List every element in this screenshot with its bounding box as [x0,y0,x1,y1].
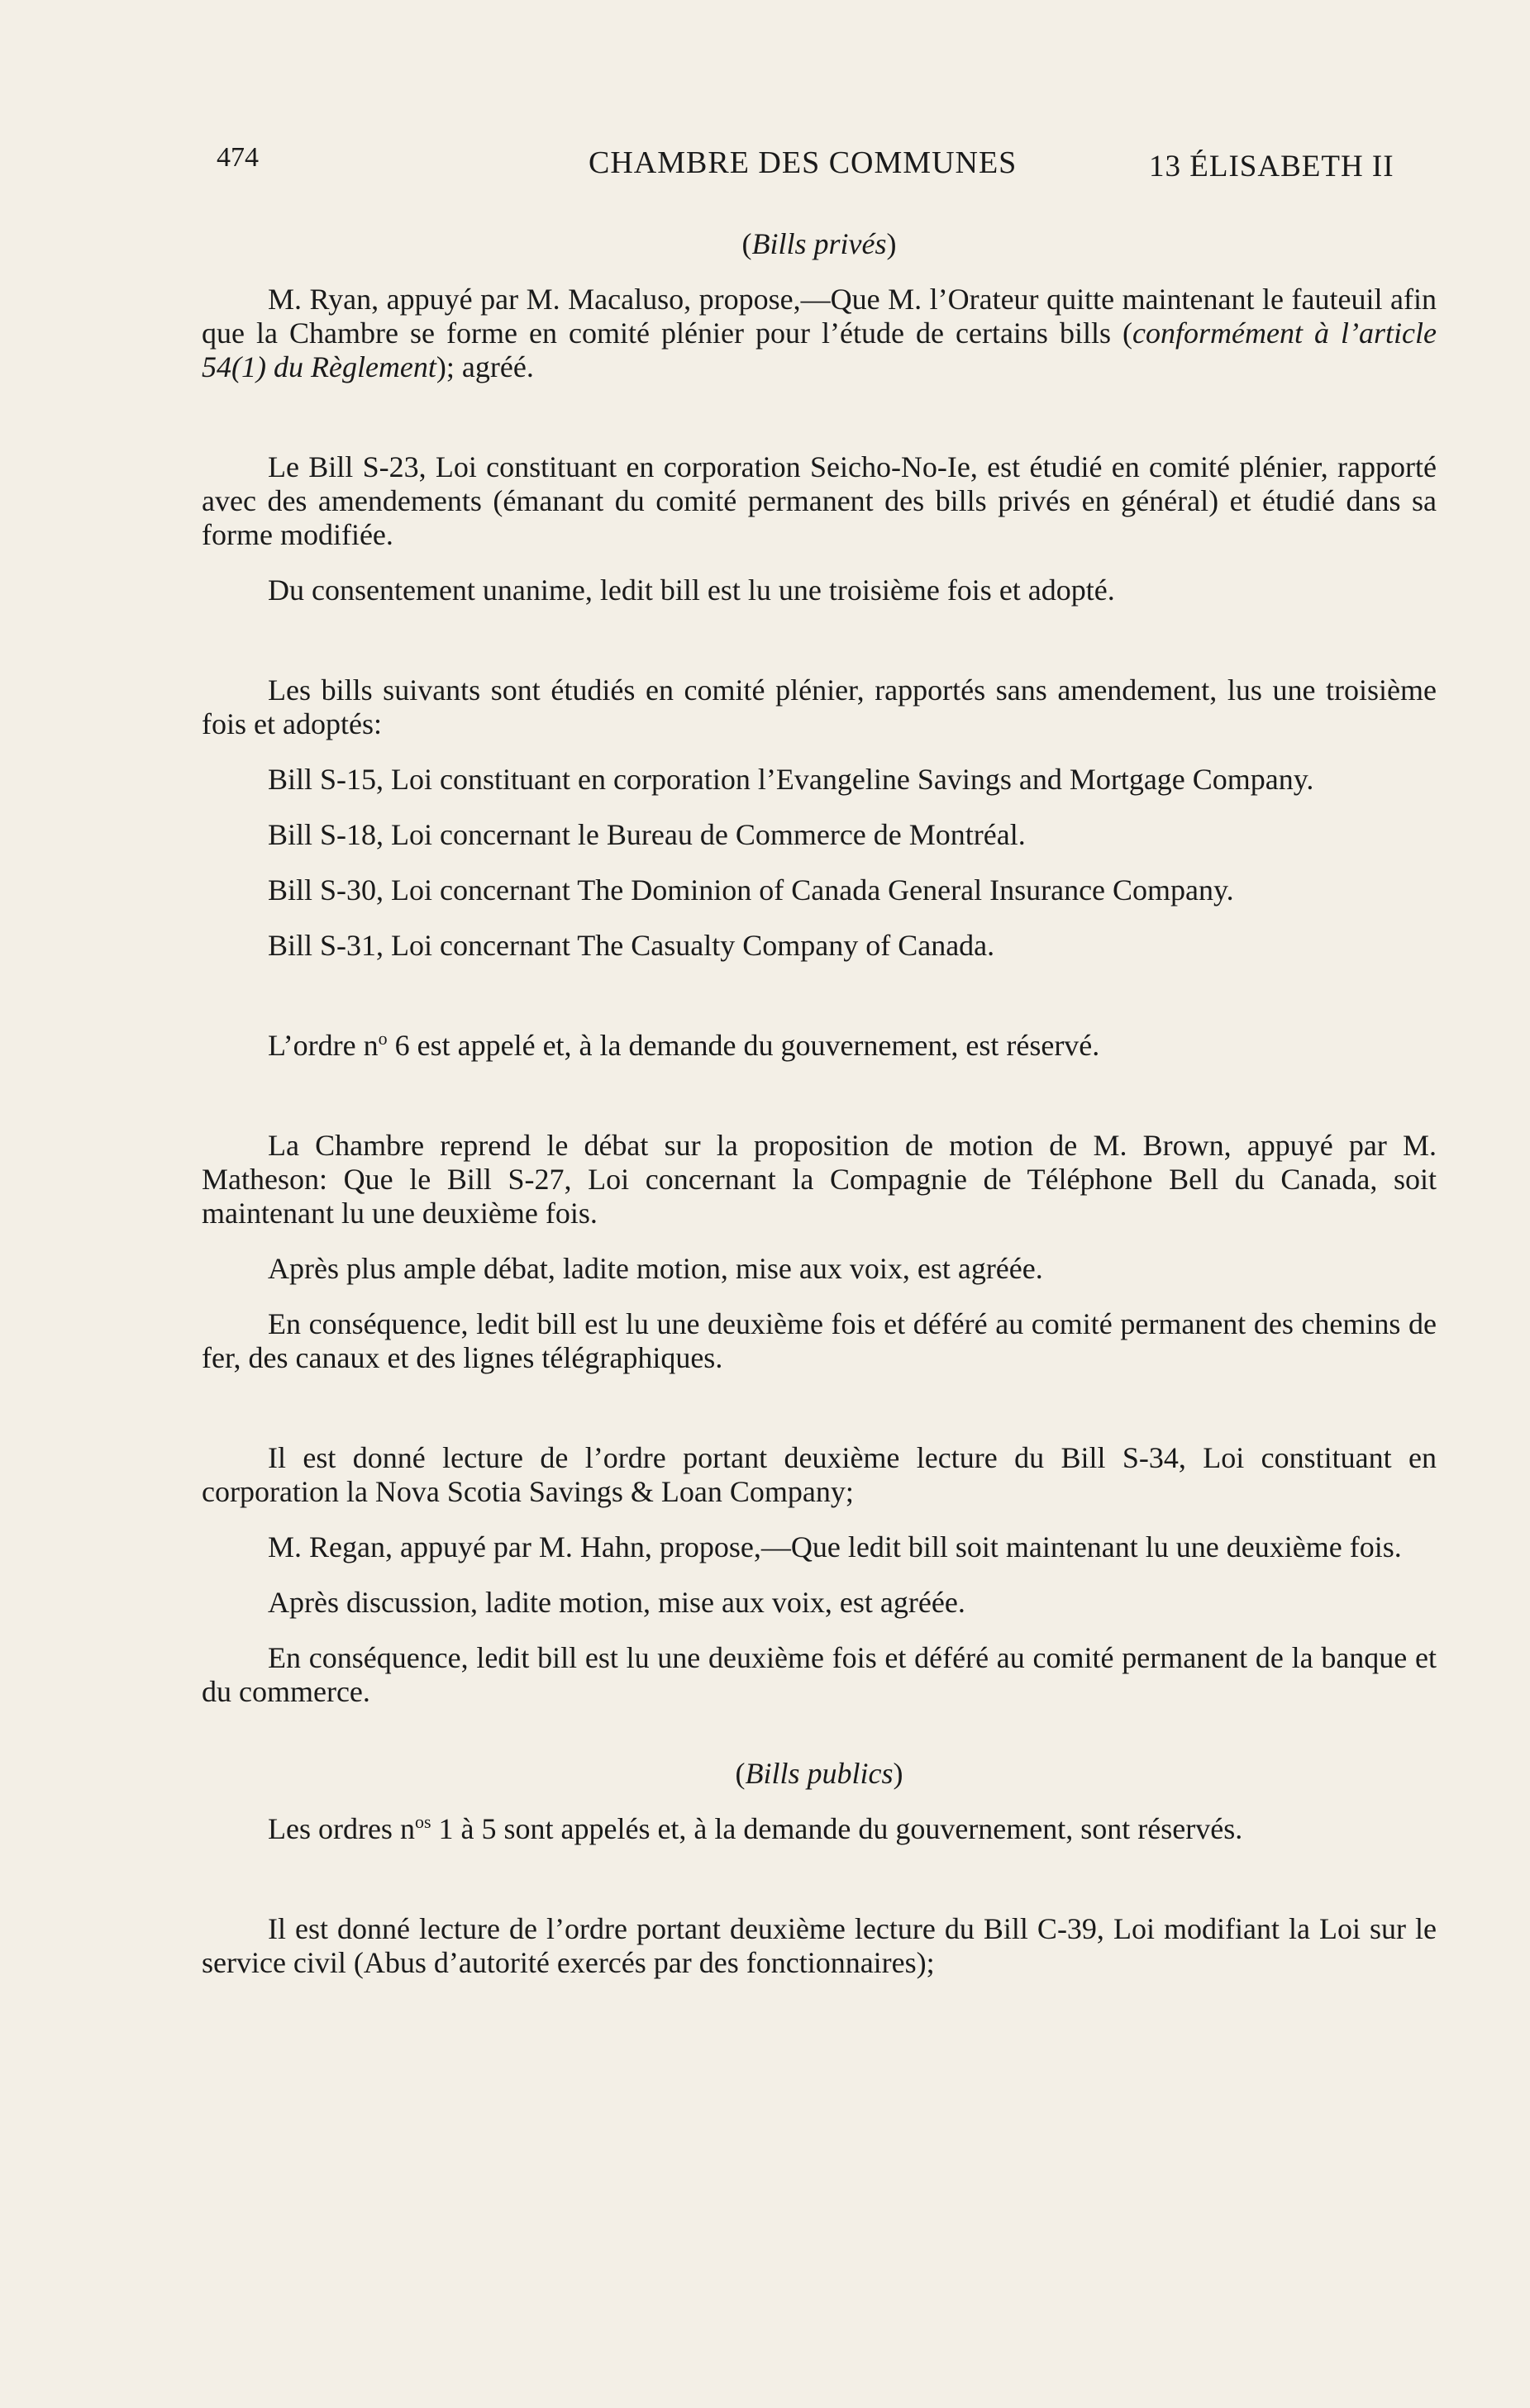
section-heading-label: Bills privés [751,227,887,260]
paragraph-debate-s27: La Chambre reprend le débat sur la proposition de motion de M. Brown, appuyé par M. Matheson: Que le Bill S-27, Loi concernant la Compagnie de Téléphone Bell du Canada, soit maintenant lu une deuxième fois. [202,1129,1437,1230]
section-heading-bills-publics: (Bills publics) [735,1757,903,1790]
page-number: 474 [217,142,259,173]
paragraph-orders-1-5: Les ordres $n^{os}$ 1 à 5 sont appelés et, à la demande du gouvernement, sont réservés. [268,1811,1243,1845]
paragraph-bill-s18: Bill S-18, Loi concernant le Bureau de Commerce de Montréal. [268,818,1026,851]
running-head: CHAMBRE DES COMMUNES [589,145,1018,180]
paragraph-bill-c39: Il est donné lecture de l’ordre portant deuxième lecture du Bill C-39, Loi modifiant la Loi sur le service civil (Abus d’autorité exercés par des fonctionnaires); [202,1912,1437,1979]
paragraph-bill-s31: Bill S-31, Loi concernant The Casualty Company of Canada. [268,929,995,962]
paragraph-motion-regan: M. Regan, appuyé par M. Hahn, propose,—Que ledit bill soit maintenant lu une deuxième fois. [268,1530,1402,1563]
paragraph-bills-list-intro: Les bills suivants sont étudiés en comité plénier, rapportés sans amendement, lus une troisième fois et adoptés: [202,673,1437,740]
paragraph-bill-s15: Bill S-15, Loi constituant en corporation l’Evangeline Savings and Mortgage Company. [268,763,1314,796]
page-body [202,227,1437,1980]
paragraph-order-6: L’ordre $n^o$ 6 est appelé et, à la demande du gouvernement, est réservé. [268,1028,1100,1062]
section-heading-label: Bills publics [745,1757,894,1790]
paragraph-bill-s23-adopted: Du consentement unanime, ledit bill est lu une troisième fois et adopté. [268,573,1115,607]
paragraph-bill-s23: Le Bill S-23, Loi constituant en corporation Seicho-No-Ie, est étudié en comité plénier, rapporté avec des amendements (émanant du comité permanent des bills privés en général) et étudié dans sa forme modifiée. [202,450,1437,551]
paragraph-bill-s30: Bill S-30, Loi concernant The Dominion of Canada General Insurance Company. [268,873,1234,907]
paragraph-s27-referred: En conséquence, ledit bill est lu une deuxième fois et déféré au comité permanent des chemins de fer, des canaux et des lignes télégraphiques. [202,1307,1437,1374]
running-date: 13 ÉLISABETH II [1149,150,1394,183]
paragraph-bill-s34: Il est donné lecture de l’ordre portant deuxième lecture du Bill S-34, Loi constituant en corporation la Nova Scotia Savings & Loan Company; [202,1441,1437,1508]
paragraph-motion-agreed: Après plus ample débat, ladite motion, mise aux voix, est agréée. [268,1252,1043,1285]
paragraph-s34-referred: En conséquence, ledit bill est lu une deuxième fois et déféré au comité permanent de la banque et du commerce. [202,1641,1437,1708]
paragraph-discussion-agreed: Après discussion, ladite motion, mise aux voix, est agréée. [268,1586,965,1619]
paragraph-motion-ryan: M. Ryan, appuyé par M. Macaluso, propose,—Que M. l’Orateur quitte maintenant le fauteuil afin que la Chambre se forme en comité plénier pour l’étude de certains bills (conformément à l’article 54(1) du Règlement); agréé. [202,283,1437,383]
section-heading-bills-prives: (Bills privés) [741,227,897,260]
